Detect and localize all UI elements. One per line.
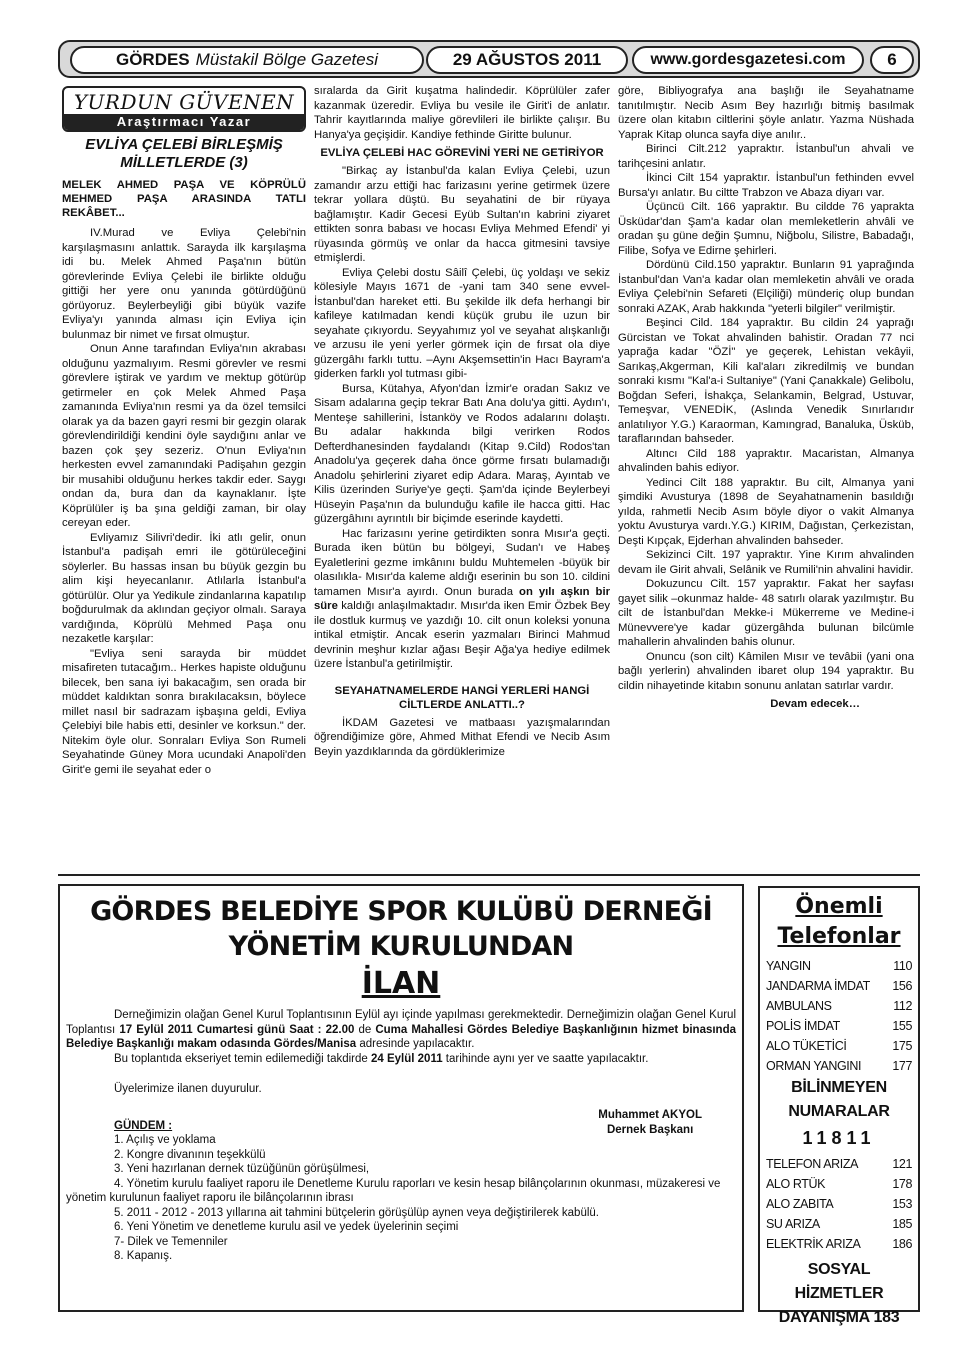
article-paragraph: İkinci Cilt 154 yapraktır. İstanbul'un fethinden evvel Bursa'yı anlatır. Bu ciltte Trabzon ve Abaza diyarı var.: [618, 172, 914, 199]
article-paragraph: Üçüncü Cilt. 166 yapraktır. Bu cildde 76 yaprakta Üsküdar'dan Şam'a kadar olan memleketlerin ahvâli ve oradan şu güne değin Şumnu, Niğbolu, Silistre, Babadağı, Filibe, Sofya ve Edirne şehirleri.: [618, 201, 914, 257]
article-paragraph: Bursa, Kütahya, Afyon'dan İzmir'e oradan Sakız ve Sisam adalarına geçip tekrar Batı Ana dolu'ya gitti. Aydın'ı, Menteşe sahillerini, İstanköy ve Rodos adalarını dolaştı. Bu adalar hakkında bilgi verirken Rodos Defterdhanesinden faydalandı (Kitap 9.Cild) Rodos'tan Anadolu'ya geçerek daha önce görme fırsatı bulamadığı Anadolu şehirlerini ziyaret edip Adara. Maraş, Ayıntab ve Kilis üzerinden Suriye'ye geçti. Şam'da içinde Beylerbeyi Hüseyin Paşa'nın da bulunduğu kafile ile hacca gitti. Hac güzergâhını ayrıntılı bir biçimde eserinde kaydetti.: [314, 382, 610, 525]
phone-service-name: ALO RTÜK: [766, 1177, 826, 1191]
phone-row: [766, 956, 912, 976]
agenda-item: 4. Yönetim kurulu faaliyet raporu ile Denetleme Kurulu raporları ve kesin hesap bilânçolarının okunması, müzakeresi ve yönetim kurulunun faaliyet raporu ile bilânçolarının ibrası: [66, 1177, 721, 1204]
article-paragraph: Evliyamız Silivri'dedir. İki atlı gelir, onun İstanbul'a padişah emri ile götürüleceğini söylerler. Bu hassas insan bu büyük gezgin bu alim kişi heyecanlanır. Atlılarla İstanbul'a götürülür. Olur ya Yedikule zindanlarına kapatılıp boğdurulmak da aklından geçiyor olmalı. Saraya vardığında, Köprülü Mehmed Paşa onu nezaketle karşılar:: [62, 531, 306, 645]
phone-number: 155: [892, 1019, 912, 1033]
masthead-bar: [58, 40, 920, 78]
paper-name-bold: GÖRDES: [115, 50, 190, 69]
announcement-title: GÖRDES BELEDİYE SPOR KULÜBÜ DERNEĞİ: [90, 896, 712, 927]
phone-number: 153: [892, 1197, 912, 1211]
phone-row: [766, 1214, 912, 1234]
agenda-item: 8. Kapanış.: [114, 1250, 173, 1262]
phone-number: 178: [892, 1177, 912, 1191]
phone-number: 121: [892, 1157, 912, 1171]
article-paragraph: Dokuzuncu Cilt. 157 yapraktır. Fakat her sayfası gayet silik –okunmaz halde- 48 satırlı olarak yazılmıştır. Bu cilt de İstanbul'dan Mekke-i Mükerreme ve Medine-i Münevvere'ye kadar güzergâhda bulunan bilcümle mahallerin ahvalinden bahis olunur.: [618, 578, 914, 648]
phone-row: [766, 1016, 912, 1036]
bold-text: on yılı aşkın bir süre: [314, 585, 610, 612]
paper-subtitle: Müstakil Bölge Gazetesi: [195, 50, 379, 69]
column-3-paragraphs: [618, 84, 914, 693]
social-services-line: SOSYAL HİZMETLER: [794, 1261, 884, 1302]
signer-title: Dernek Başkanı: [606, 1124, 694, 1136]
article-column-2: [314, 84, 610, 759]
bold-text: Cuma Mahallesi Gördes Belediye Başkanlığının hizmet binasında Belediye Başkanlığı makam odasında Gördes/Manisa: [66, 1023, 737, 1050]
article-paragraph: Evliya Çelebi dostu Sâilî Çelebi, üç yoldaşı ve sekiz kölesiyle Mayıs 1671 de -yani tam 340 sene evvel- İstanbul'dan hareket etti. Bu şekilde ilk defa herhangi bir kafileye katılmadan kendi küçük grubu ile uzun bir seyahate çıkıyordu. Seyyahımız yol ve seyahat alışkanlığı ve arzusu ile yeni yerler görmek için de fırsat ola diye güzergâhı farklı tuttu. –Aynı Akşemsettin'in Hacı Bayram'a giderken farklı yol tutması gibi-: [314, 266, 610, 380]
unknown-numbers-number: 11811: [802, 1128, 876, 1148]
phone-number: 112: [893, 999, 912, 1013]
phone-list-emergency: [766, 956, 912, 1076]
phones-title-line2: Telefonlar: [777, 924, 901, 949]
phone-service-name: POLİS İMDAT: [766, 1019, 840, 1033]
phone-row: [766, 1036, 912, 1056]
phone-service-name: ELEKTRİK ARIZA: [766, 1237, 861, 1251]
article-column-1: [62, 86, 306, 777]
phone-number: 110: [893, 959, 912, 973]
announcement-paragraph: [66, 1008, 736, 1052]
author-box: [62, 86, 306, 132]
author-role: Araştırmacı Yazar: [64, 114, 304, 130]
phone-number: 177: [892, 1059, 912, 1073]
phone-row: [766, 996, 912, 1016]
phone-row: [766, 1174, 912, 1194]
section-heading: SEYAHATNAMELERDE HANGİ YERLERİ HANGİ CİLTLERDE ANLATTI..?: [334, 684, 590, 711]
agenda-item: 2. Kongre divanının teşekkülü: [114, 1148, 266, 1161]
phone-list-services: [766, 1154, 912, 1254]
phone-service-name: YANGIN: [766, 959, 811, 973]
text-run: de: [354, 1023, 376, 1036]
article-paragraph: "Evliya seni sarayda bir müddet misafireten tutacağım.. Herkes hapiste olduğunu bilecek, ben sana iyi bakacağım, sen orada bir müddet kaldıktan sonra bırakılacaksın, böylece millet nasıl bir sadrazam işbaşına geldi, Evliya Çelebiyi bile habis etti, desinler ve korksun." der. Nitekim öyle olur. Sonraları Evliya Son Rumeli Seyahatinde Güney Mora ucundaki Anapoli'den Girit'e gemi ile seyahat eder o: [62, 647, 306, 776]
website-link[interactable]: www.gordesgazetesi.com: [632, 46, 864, 74]
text-run: tarihinde aynı yer ve saatte yapılacaktır.: [442, 1052, 649, 1065]
text-run: Bu toplantıda ekseriyet temin edilemediği takdirde: [114, 1052, 371, 1065]
text-run: Derneğimizin olağan Genel Kurul Toplantısının Eylül ayı içinde yapılması gerekmektedir. Derneğimizin olağan Genel Kurul Toplantısı: [66, 1009, 736, 1036]
phone-row: [766, 1194, 912, 1214]
agenda-item: 1. Açılış ve yoklama: [114, 1134, 216, 1146]
author-name: YURDUN GÜVENEN: [73, 90, 295, 114]
phone-row: [766, 1154, 912, 1174]
page-number: 6: [870, 46, 914, 74]
issue-date: 29 AĞUSTOS 2011: [426, 46, 628, 74]
article-paragraph: Onun Anne tarafından Evliya'nın akrabası olduğunu yazmalıyım. Resmi görevler ve resmi görevlere iştirak ve yardım ve mektup götürüp getirmeler en çok Melek Ahmed Paşa zamanında Evliya'nın resmi ya da özel temsilci olarak ya da bazen gayri resmi bir gezgin olarak görevlendirildiği kendini öyle saydığını anlar ve bazen çok şey sezeriz. O'nun Evliya'nın herkesten evvel zamanındaki Padişahın gezgin bir musahibi olduğunu herkes takdir eder. Saygı ondan da, bura dan da kaynaklanır. İşte Köprülüler iş ba şına geldiği zaman, bir olay cereyan eder.: [62, 343, 306, 529]
announcement-title-line2: YÖNETİM KURULUNDAN: [228, 931, 574, 962]
article-paragraph: Birinci Cilt.212 yapraktır. İstanbul'un ahvali ve tarihçesini anlatır.: [618, 143, 914, 170]
announcement-ilan: İLAN: [361, 966, 441, 1001]
article-title: EVLİYA ÇELEBİ BİRLEŞMİŞ MİLLETLERDE (3): [85, 136, 283, 171]
section-heading: EVLİYA ÇELEBİ HAC GÖREVİNİ YERİ NE GETİRİYOR: [320, 147, 604, 159]
agenda-item: 5. 2011 - 2012 - 2013 yıllarına ait tahmini bütçelerin görüşülüp aynen veya değiştirilerek kabülü.: [114, 1206, 599, 1219]
agenda-title: GÜNDEM :: [114, 1119, 173, 1132]
article-paragraph: Sekizinci Cilt. 197 yapraktır. Yine Kırım ahvalinden devam ile Girit ahvali, Selânik ve Rumili'nin ahvalini havidir.: [618, 549, 914, 576]
article-paragraph: göre, Bibliyografya ana başlığı ile Seyahatname tanıtılmıştır. Necib Asım Bey hazırlığı bitmiş basılmak üzere olan kitabın ciltlerini şöyle anlatır. Yazma Nüshada Yaprak Kitap olunca sayfa diye anılır..: [618, 85, 914, 141]
announcement-paragraph: [66, 1052, 736, 1067]
phone-number: 186: [892, 1237, 912, 1251]
announcement-box: [58, 884, 744, 1312]
article-paragraph: sıralarda da Girit kuşatma halindedir. Köprülüler zafer kazanmak üzeredir. Evliya bu vesile ile Girit'i de anlatır. Tahrir kayıtlarında maliye görevlileri ile birlikte çalışır. Bu Hanya'ya geçişidir. Kandiye fethinde Giritte bulunur.: [314, 85, 610, 141]
agenda-item: 7- Dilek ve Temenniler: [114, 1235, 228, 1248]
article-paragraph: Altıncı Cild 188 yapraktır. Macaristan, Almanya ahvalinden bahis ediyor.: [618, 447, 914, 474]
phone-service-name: ALO ZABITA: [766, 1197, 834, 1211]
phone-row: [766, 976, 912, 996]
article-subtitle: MELEK AHMED PAŞA VE KÖPRÜLÜ MEHMED PAŞA ARASINDA TATLI REKÂBET...: [62, 179, 306, 219]
phone-number: 185: [892, 1217, 912, 1231]
article-column-3: [618, 84, 914, 712]
article-paragraph: Onuncu (son cilt) Kâmilen Mısır ve tevâbii (yani ona bağlı yerlerin) ahvalinden ibaret olup 194 yapraktır. Bu cildin nihayetinde kitabın sonunu anlatan satırlar vardır.: [618, 650, 914, 692]
phone-row: [766, 1056, 912, 1076]
article-paragraph: IV.Murad ve Evliya Çelebi'nin karşılaşmasını anlattık. Sarayda ilk karşılaşma idi bu. Melek Ahmed Paşa'nın bütün görevlerinde Evliya Çelebi ile birlikte olduğu gittiği her yere onu yanında götürdüğünü görüyoruz. Beylerbeyliği gibi büyük vazife Evliya'yı yanında alması için Evliya için bulunmaz bir nimet ve fırsat olmuştur.: [62, 227, 306, 341]
text-run: Hac farizasını yerine getirdikten sonra Mısır'a geçti. Burada iken bütün bu bölgeyi, Sudan'ı ve Habeş Eyaletlerini gezme imkânını buldu Muhtemelen -büyük bir olasılıkla- Mısır'da kaleme aldığı eserinin bu son 10. cildini tamamen Mısır'a ayırdı. Onun burada: [314, 527, 610, 598]
phone-number: 156: [892, 979, 912, 993]
continued-note: Devam edecek…: [770, 698, 860, 710]
phone-service-name: JANDARMA İMDAT: [766, 979, 870, 993]
article-paragraph: [314, 527, 610, 672]
article-paragraph: Dördünü Cild.150 yapraktır. Bunların 91 yaprağında İstanbul'dan Van'a kadar olan memleketin ahvâli ve orada Evliya Çelebi'nin Sefareti (Elçiliği) münderiç olup bundan sonraki AZAK, Arab hakkında "yeterli bilgiler" verilmiştir.: [618, 259, 914, 315]
phone-number: 175: [892, 1039, 912, 1053]
section-divider: [58, 874, 920, 876]
agenda-item: 6. Yeni Yönetim ve denetleme kurulu asil ve yedek üyelerinin seçimi: [114, 1221, 459, 1233]
phone-service-name: SU ARIZA: [766, 1217, 820, 1231]
article-paragraph: Beşinci Cild. 184 yapraktır. Bu cildin 24 yaprağı Gürcistan ve Tokat ahvalinden bahistir. Oradan 77 nci yaprağa kadar "ÖZİ" ye geçerek, Lehistan vekâyii, Sarıkaş,Akgerman, Kili kal'aları zikredilmiş ve bundan sonraki kısmı "Kal'a-i Sultaniye" (Yani Çanakkale) Gelibolu, Boğdan Seferi, İshakça, Selankamin, Belgrad, Ustuvar, Temeşvar, VENEDİK, (Aslında Venedik Sınırlarıdır anlatılıyor Y.G.) Karaorman, Kamıngrad, Banaluka, Üsküb, taraflarından bahseder.: [618, 317, 914, 445]
announcement-notice: Üyelerimize ilanen duyurulur.: [114, 1083, 262, 1095]
phones-box: [758, 886, 920, 1326]
bold-text: 17 Eylül 2011 Cumartesi günü Saat : 22.00: [119, 1023, 355, 1036]
article-paragraph: İKDAM Gazetesi ve matbaası yazışmalarından öğrendiğimize göre, Ahmed Mithat Efendi ve Necib Asım Beyin yazdıklarında da gördüklerimize: [314, 716, 610, 758]
signature-block: [598, 1108, 702, 1138]
phone-row: [766, 1234, 912, 1254]
signer-name: Muhammet AKYOL: [598, 1109, 702, 1121]
social-services-number: DAYANIŞMA 183: [778, 1309, 900, 1326]
phone-service-name: AMBULANS: [766, 999, 832, 1013]
article-paragraph: Yedinci Cilt 188 yapraktır. Bu cilt, Almanya yani şimdiki Avusturya (1898 de Seyahatnamenin basıldığı yılda, rahmetli Necib Asım böyle diyor o vakit Almanya yoktu Avusturya vardı.Y.G.) KIRIM, Dağıstan, Çerkezistan, Deşti Kıpçak, Ejderhan ahvalinden bahseder.: [618, 476, 914, 547]
article-paragraph: "Birkaç ay İstanbul'da kalan Evliya Çelebi, uzun zamandır arzu ettiği hac farizasını yerine getirmek üzere tekrar yollara düştü. Bu seyahatini de bir rüyaya bağlamıştır. Kadir Gecesi Eyüb Sultan'ın kabrini ziyaret ettikten sonra babası ve hocası Evliya Mehmed Efendi' yi rüyasında görmüş ve onlar da hacca gitmesini tavsiye etmişlerdi.: [314, 165, 610, 264]
text-run: kaldığı anlaşılmaktadır. Mısır'da iken Emir Özbek Bey ile dostluk kurmuş ve yazdığı 10. cilt onun koleksi yonuna intikal etmiştir. Ancak eserin yazmaları Birinci Mahmud devrinin meşhur kızlar ağası Beşir Ağa'ya hediye edilmek üzere İstanbul'a getirilmiştir.: [314, 600, 610, 670]
phones-title: Önemli: [795, 894, 883, 919]
phone-service-name: TELEFON ARIZA: [766, 1157, 859, 1171]
phone-service-name: ORMAN YANGINI: [766, 1059, 862, 1073]
agenda-list: [66, 1133, 736, 1264]
unknown-numbers-heading-line2: NUMARALAR: [788, 1103, 890, 1120]
text-run: adresinde yapılacaktır.: [356, 1038, 475, 1050]
paper-name: [70, 46, 424, 74]
phone-service-name: ALO TÜKETİCİ: [766, 1039, 847, 1053]
bold-text: 24 Eylül 2011: [370, 1052, 443, 1065]
agenda-item: 3. Yeni hazırlanan dernek tüzüğünün görüşülmesi,: [114, 1163, 370, 1175]
unknown-numbers-heading: BİLİNMEYEN: [791, 1079, 887, 1096]
